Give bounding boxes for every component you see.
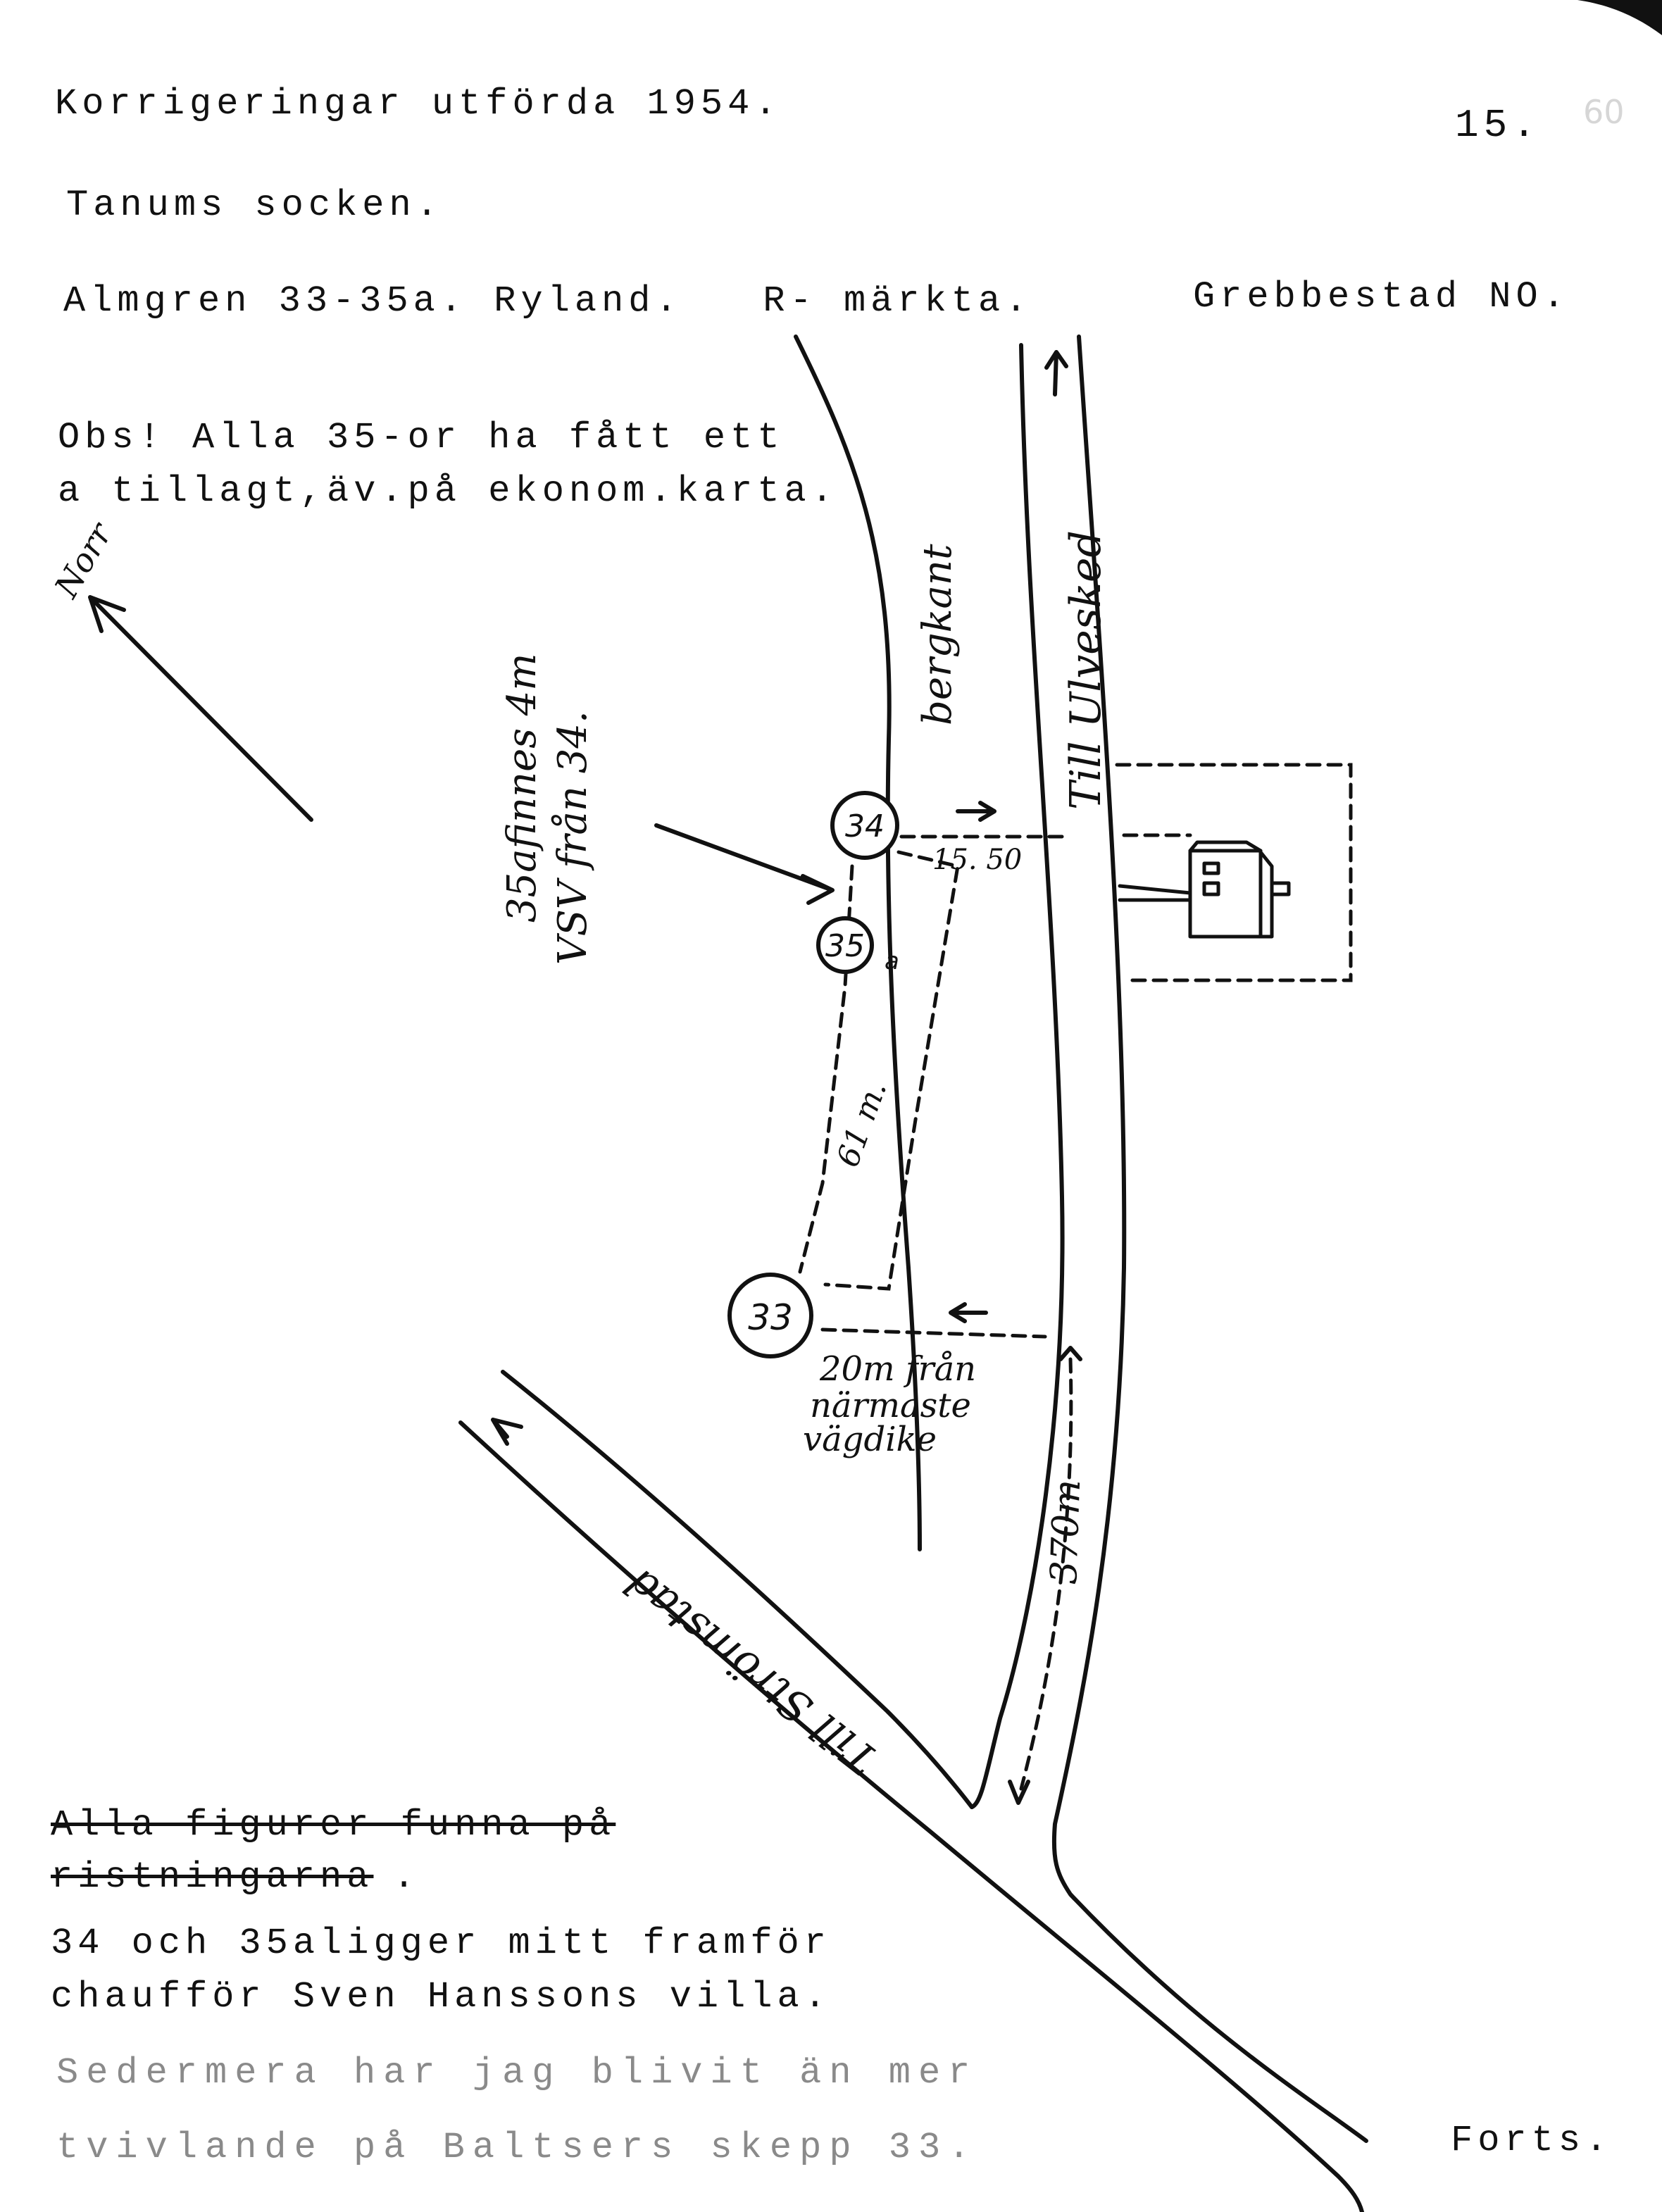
house-icon [1120, 842, 1289, 937]
arrow-to-33-left [951, 1304, 986, 1321]
ridge-label: bergkant [915, 544, 961, 725]
house-plot-boundary [1117, 765, 1351, 980]
parish-line: Tanums socken. [66, 185, 443, 226]
arrow-left-road-strom [493, 1420, 521, 1444]
road-ulvesked-label: Till Ulvesked [1061, 530, 1111, 810]
marker-34-label: 34 [845, 808, 885, 844]
faded-line-1: Sedermera har jag blivit än mer [56, 2052, 978, 2094]
struck-line-1: Alla figurer funna på [51, 1804, 616, 1846]
faded-line-2: tvivlande på Baltsers skepp 33. [56, 2127, 978, 2168]
struck-line-2: ristningarna [51, 1856, 374, 1898]
arrow-right-34 [958, 803, 994, 820]
reference-line: Almgren 33-35a. Ryland. R- märkta. [63, 280, 1032, 322]
annotation-35a-line1: 35afinnes 4m [499, 653, 545, 923]
distance-61m: 61 m. [830, 1076, 894, 1172]
road-stromstad-label: Till Strömstad [616, 1557, 887, 1785]
dash-33-to-road [823, 1330, 1045, 1337]
page-number: 15. [1455, 103, 1541, 148]
arrow-370-bottom [1010, 1782, 1028, 1803]
pencil-mark: 60 [1583, 93, 1625, 131]
distance-20-line2: närmaste [810, 1386, 971, 1425]
continued-label: Forts. [1451, 2120, 1613, 2161]
north-label: Norr [46, 516, 120, 604]
annotation-35a-line2: VSV från 34. [550, 711, 596, 965]
distance-34-road: 15. 50 [932, 844, 1023, 876]
distance-20-line3: vägdike [803, 1420, 937, 1459]
distance-370m: 370m [1043, 1478, 1089, 1585]
arrow-up-right-road [1046, 352, 1066, 394]
marker-35-label: 35 [825, 928, 865, 964]
header-title: Korrigeringar utförda 1954. [55, 83, 782, 125]
distance-20-line1: 20m från [820, 1349, 977, 1389]
page-corner-curl [1577, 0, 1662, 42]
north-arrow [90, 597, 311, 820]
note-line-2: a tillagt,äv.på ekonom.karta. [58, 470, 838, 512]
note-line-1: Obs! Alla 35-or ha fått ett [58, 417, 785, 458]
annotation-arrow [656, 825, 832, 903]
footer-line-4: chaufför Sven Hanssons villa. [51, 1976, 831, 2018]
road-ulvesked-left-edge [972, 345, 1063, 1807]
footer-line-3: 34 och 35aligger mitt framför [51, 1923, 831, 1964]
marker-35-suffix: a [885, 947, 899, 975]
marker-33-label: 33 [748, 1297, 793, 1338]
struck-line-2-period: . [393, 1856, 420, 1898]
region-label: Grebbestad NO. [1193, 276, 1570, 318]
